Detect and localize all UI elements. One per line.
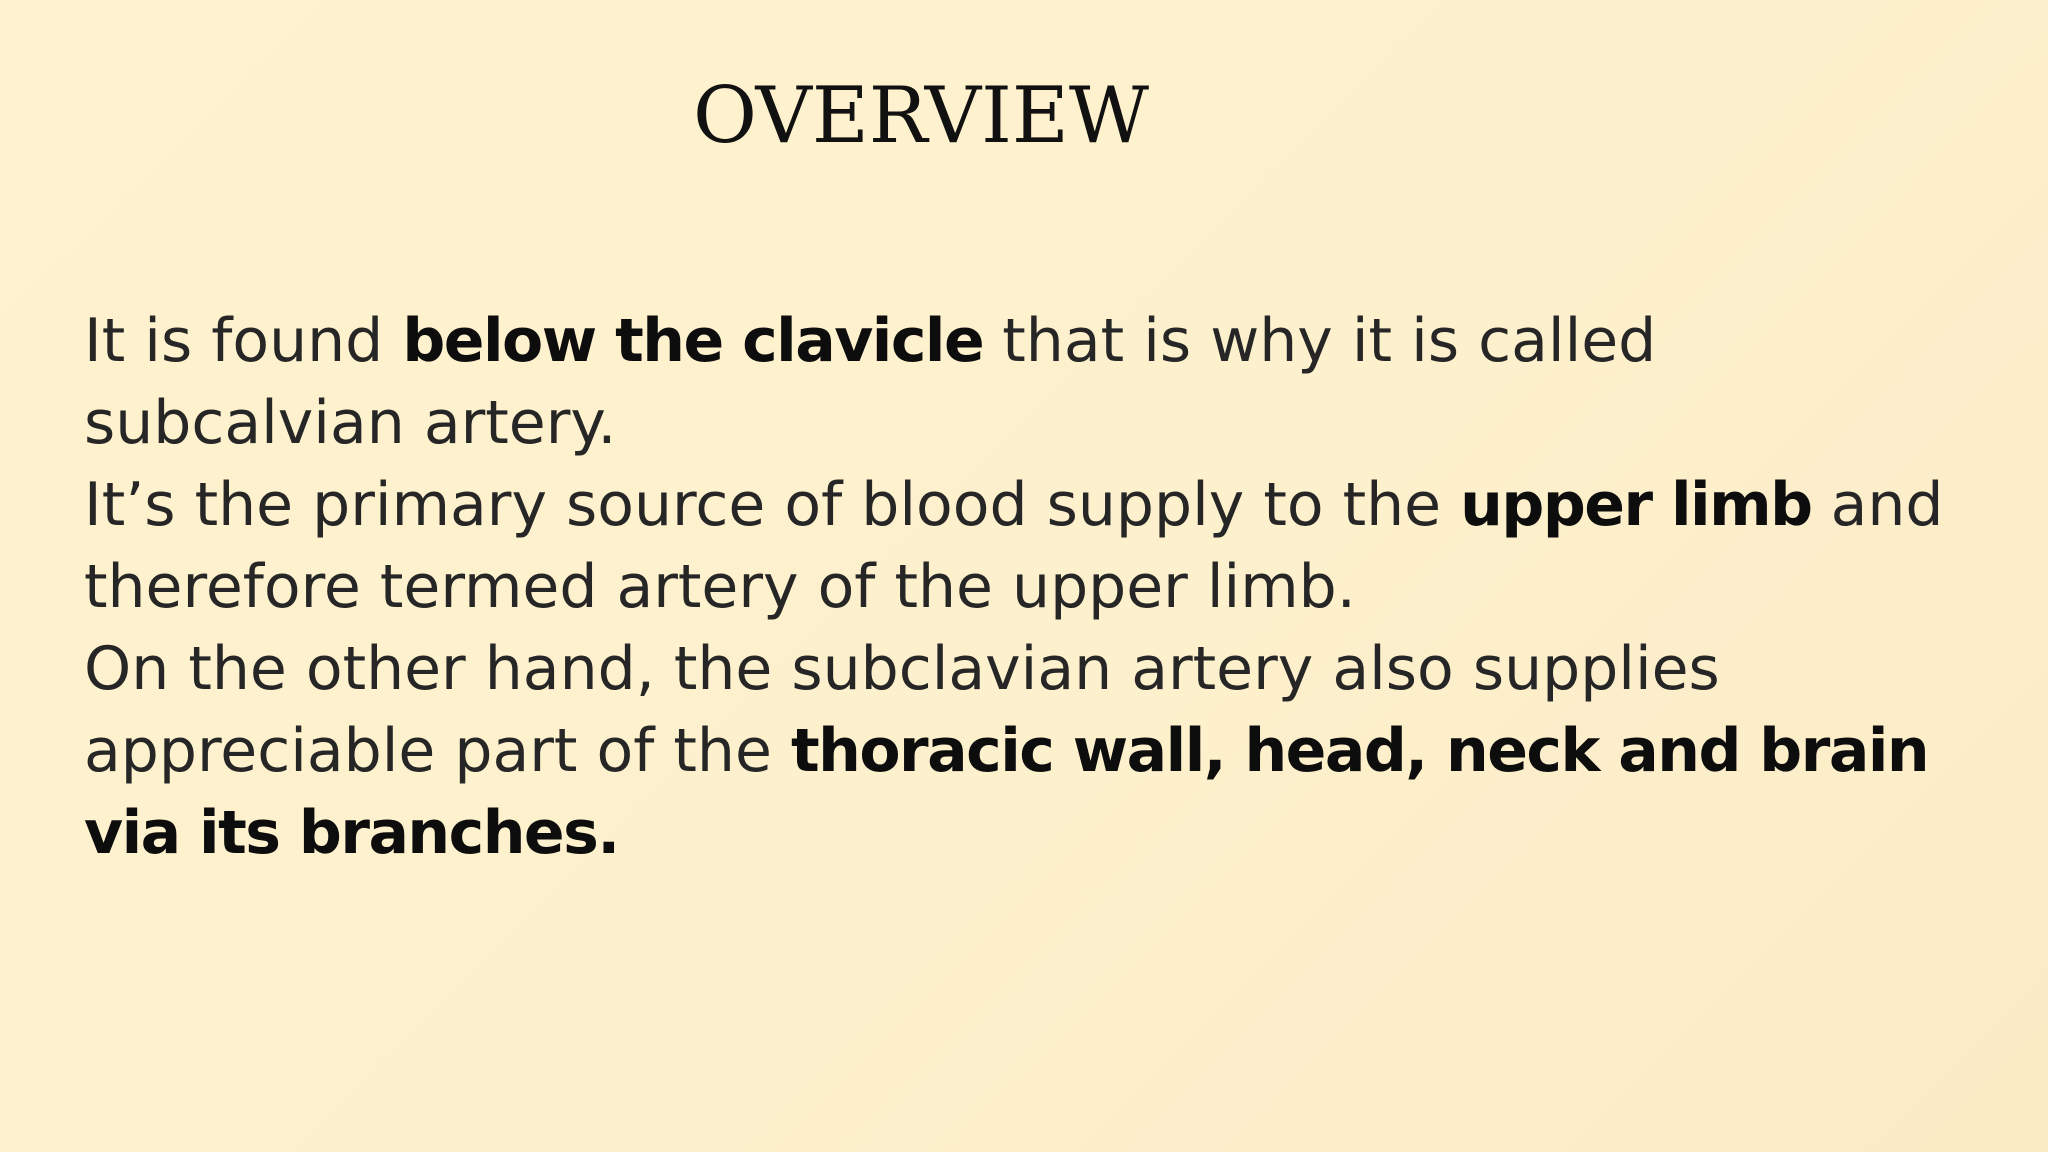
text-run: It’s the primary source of blood supply to the bbox=[84, 470, 1461, 540]
slide-body bbox=[84, 300, 1984, 874]
paragraph-location bbox=[84, 300, 1984, 464]
text-run: On the other hand, the subclavian artery also supplies appreciable part of the bbox=[84, 634, 1720, 786]
text-run: It is found bbox=[84, 306, 403, 376]
text-run: and therefore termed artery of the upper limb. bbox=[84, 470, 1944, 622]
slide-title: OVERVIEW bbox=[692, 71, 1150, 161]
text-run: that is why it is called subcalvian artery. bbox=[84, 306, 1657, 458]
text-run-bold: below the clavicle bbox=[402, 306, 984, 376]
paragraph-other-supply bbox=[84, 628, 1984, 874]
text-run-bold: upper limb bbox=[1460, 470, 1812, 540]
text-run-bold: thoracic wall, head, neck and brain via its branches. bbox=[84, 716, 1929, 868]
paragraph-blood-supply bbox=[84, 464, 1984, 628]
